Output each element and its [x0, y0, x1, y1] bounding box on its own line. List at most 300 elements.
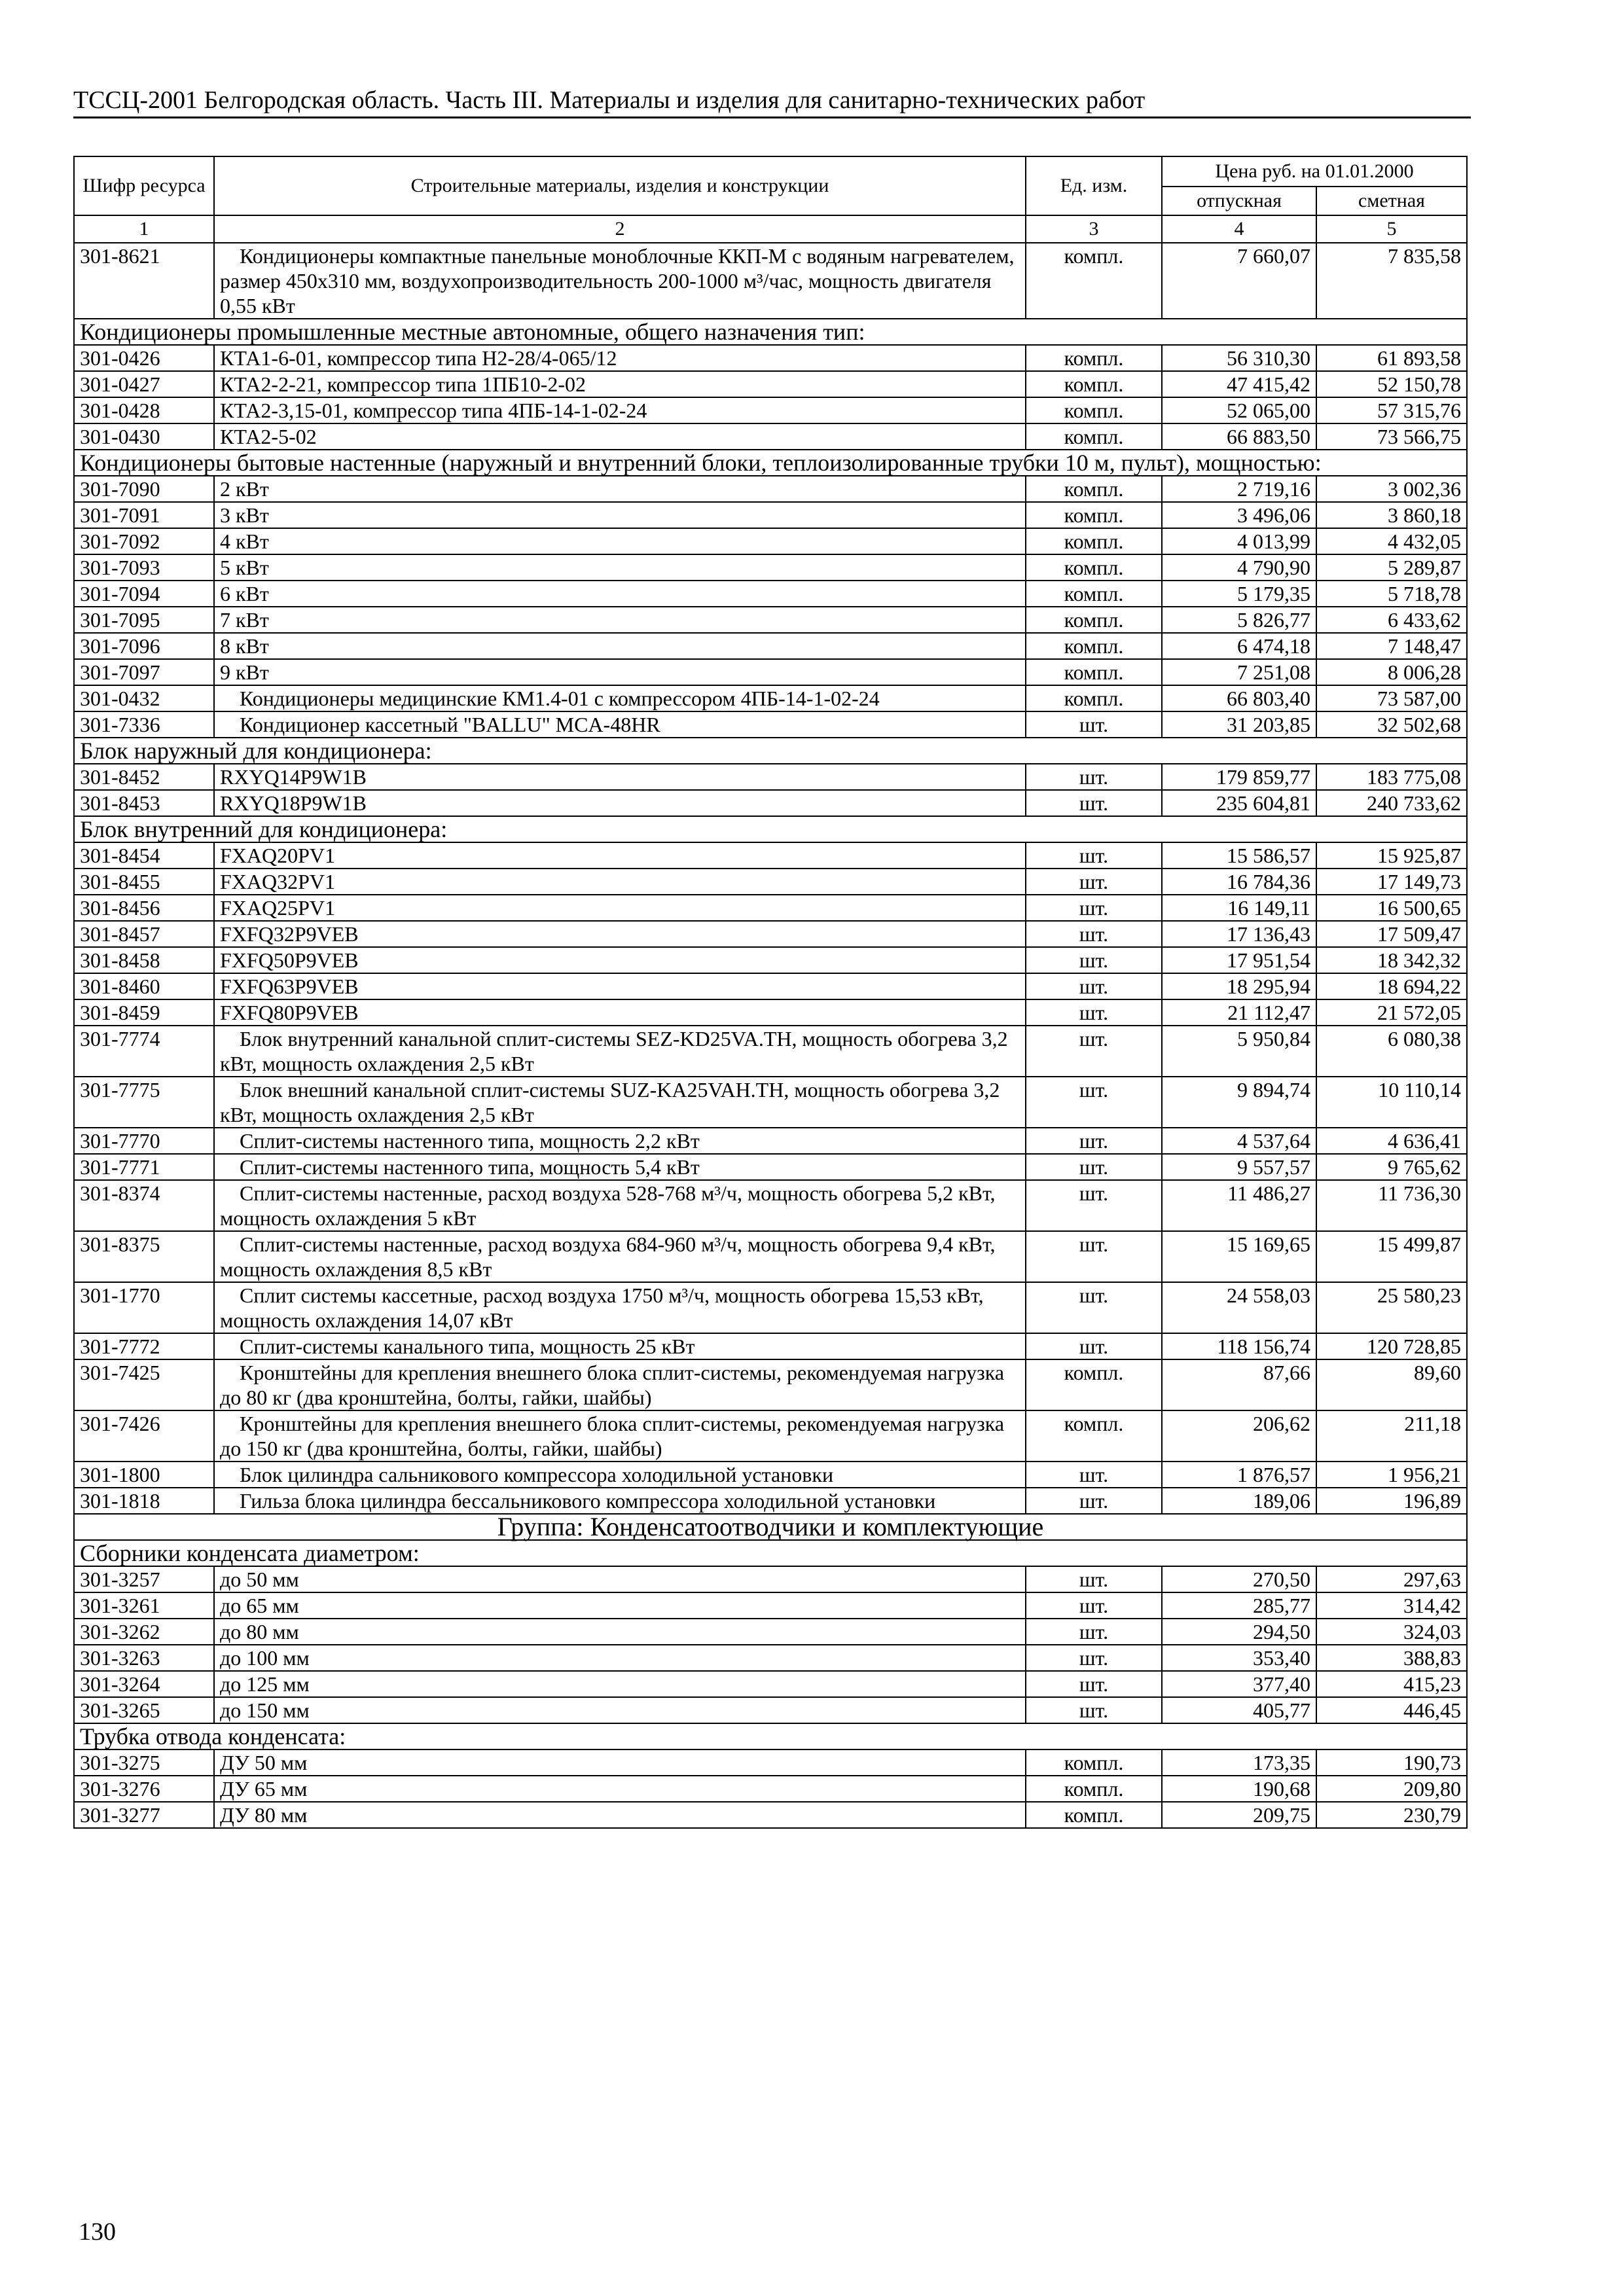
resource-code-cell: 301-3276 — [74, 1776, 214, 1802]
release-price-cell: 31 203,85 — [1162, 711, 1316, 738]
estimate-price-cell: 190,73 — [1316, 1749, 1467, 1776]
table-row — [74, 895, 1467, 921]
column-header-name: Строительные материалы, изделия и конструкции — [214, 156, 1026, 215]
unit-cell: компл. — [1026, 659, 1162, 685]
unit-cell: шт. — [1026, 895, 1162, 921]
table-row — [74, 1231, 1467, 1282]
release-price-cell: 270,50 — [1162, 1566, 1316, 1592]
material-name-cell: Кондиционеры компактные панельные моноблочные ККП-М с водяным нагревателем, размер 450х310 мм, воздухопроизводительность 200-1000 м³/час, мощность двигателя 0,55 кВт — [214, 243, 1026, 319]
resource-code-cell: 301-0426 — [74, 345, 214, 371]
release-price-cell: 6 474,18 — [1162, 633, 1316, 659]
release-price-cell: 56 310,30 — [1162, 345, 1316, 371]
material-name-cell: до 150 мм — [214, 1697, 1026, 1723]
table-row — [74, 659, 1467, 685]
release-price-cell: 7 660,07 — [1162, 243, 1316, 319]
estimate-price-cell: 5 718,78 — [1316, 581, 1467, 607]
table-row — [74, 1128, 1467, 1154]
release-price-cell: 18 295,94 — [1162, 973, 1316, 999]
resource-code-cell: 301-7094 — [74, 581, 214, 607]
estimate-price-cell: 6 433,62 — [1316, 607, 1467, 633]
unit-cell: шт. — [1026, 869, 1162, 895]
material-name-cell: Блок внутренний канальной сплит-системы SEZ-KD25VA.TH, мощность обогрева 3,2 кВт, мощность охлаждения 2,5 кВт — [214, 1026, 1026, 1077]
unit-cell: шт. — [1026, 1154, 1162, 1180]
table-row — [74, 423, 1467, 450]
material-name-cell: FXFQ50P9VEB — [214, 947, 1026, 973]
table-row — [74, 947, 1467, 973]
resource-code-cell: 301-8459 — [74, 999, 214, 1026]
section-header-row — [74, 1723, 1467, 1749]
material-name-cell: КТА2-5-02 — [214, 423, 1026, 450]
resource-code-cell: 301-3275 — [74, 1749, 214, 1776]
release-price-cell: 235 604,81 — [1162, 790, 1316, 816]
table-row — [74, 1026, 1467, 1077]
table-row — [74, 999, 1467, 1026]
material-name-cell: до 50 мм — [214, 1566, 1026, 1592]
unit-cell: шт. — [1026, 764, 1162, 790]
estimate-price-cell: 73 587,00 — [1316, 685, 1467, 711]
estimate-price-cell: 120 728,85 — [1316, 1333, 1467, 1359]
release-price-cell: 52 065,00 — [1162, 397, 1316, 423]
estimate-price-cell: 1 956,21 — [1316, 1462, 1467, 1488]
material-name-cell: до 125 мм — [214, 1671, 1026, 1697]
resource-code-cell: 301-0427 — [74, 371, 214, 397]
material-name-cell: КТА1-6-01, компрессор типа Н2-28/4-065/12 — [214, 345, 1026, 371]
unit-cell: компл. — [1026, 607, 1162, 633]
resource-code-cell: 301-7425 — [74, 1359, 214, 1410]
table-row — [74, 1333, 1467, 1359]
material-name-cell: до 100 мм — [214, 1645, 1026, 1671]
material-name-cell: 3 кВт — [214, 502, 1026, 528]
section-header-row — [74, 1540, 1467, 1566]
release-price-cell: 353,40 — [1162, 1645, 1316, 1671]
release-price-cell: 66 803,40 — [1162, 685, 1316, 711]
material-name-cell: Сплит-системы настенного типа, мощность 5,4 кВт — [214, 1154, 1026, 1180]
estimate-price-cell: 196,89 — [1316, 1488, 1467, 1514]
resource-code-cell: 301-1770 — [74, 1282, 214, 1333]
estimate-price-cell: 32 502,68 — [1316, 711, 1467, 738]
column-number: 5 — [1316, 215, 1467, 243]
section-header-row — [74, 816, 1467, 842]
table-row — [74, 1359, 1467, 1410]
estimate-price-cell: 446,45 — [1316, 1697, 1467, 1723]
table-row — [74, 371, 1467, 397]
estimate-price-cell: 183 775,08 — [1316, 764, 1467, 790]
table-row — [74, 1180, 1467, 1231]
estimate-price-cell: 211,18 — [1316, 1410, 1467, 1462]
section-title: Трубка отвода конденсата: — [74, 1723, 1467, 1749]
estimate-price-cell: 61 893,58 — [1316, 345, 1467, 371]
material-name-cell: ДУ 50 мм — [214, 1749, 1026, 1776]
column-number: 2 — [214, 215, 1026, 243]
material-name-cell: 5 кВт — [214, 554, 1026, 581]
release-price-cell: 3 496,06 — [1162, 502, 1316, 528]
document-header: ТССЦ-2001 Белгородская область. Часть III. Материалы и изделия для санитарно-технических работ — [73, 86, 1146, 114]
release-price-cell: 173,35 — [1162, 1749, 1316, 1776]
table-row — [74, 243, 1467, 319]
unit-cell: компл. — [1026, 1776, 1162, 1802]
material-name-cell: 2 кВт — [214, 476, 1026, 502]
estimate-price-cell: 297,63 — [1316, 1566, 1467, 1592]
release-price-cell: 5 826,77 — [1162, 607, 1316, 633]
estimate-price-cell: 314,42 — [1316, 1592, 1467, 1619]
estimate-price-cell: 388,83 — [1316, 1645, 1467, 1671]
unit-cell: компл. — [1026, 1359, 1162, 1410]
resource-code-cell: 301-7090 — [74, 476, 214, 502]
table-row — [74, 1802, 1467, 1828]
resource-code-cell: 301-3257 — [74, 1566, 214, 1592]
release-price-cell: 5 950,84 — [1162, 1026, 1316, 1077]
unit-cell: компл. — [1026, 371, 1162, 397]
estimate-price-cell: 89,60 — [1316, 1359, 1467, 1410]
column-header-unit: Ед. изм. — [1026, 156, 1162, 215]
column-header-estimate-price: сметная — [1316, 187, 1467, 215]
table-row — [74, 1645, 1467, 1671]
resource-code-cell: 301-3263 — [74, 1645, 214, 1671]
unit-cell: шт. — [1026, 1282, 1162, 1333]
table-row — [74, 869, 1467, 895]
release-price-cell: 189,06 — [1162, 1488, 1316, 1514]
release-price-cell: 118 156,74 — [1162, 1333, 1316, 1359]
unit-cell: шт. — [1026, 1462, 1162, 1488]
table-row — [74, 921, 1467, 947]
material-name-cell: до 80 мм — [214, 1619, 1026, 1645]
resource-code-cell: 301-7095 — [74, 607, 214, 633]
material-name-cell: 7 кВт — [214, 607, 1026, 633]
table-row — [74, 711, 1467, 738]
resource-code-cell: 301-0432 — [74, 685, 214, 711]
unit-cell: шт. — [1026, 1671, 1162, 1697]
unit-cell: шт. — [1026, 1619, 1162, 1645]
unit-cell: компл. — [1026, 554, 1162, 581]
material-name-cell: ДУ 65 мм — [214, 1776, 1026, 1802]
price-table — [73, 156, 1468, 1829]
resource-code-cell: 301-7092 — [74, 528, 214, 554]
release-price-cell: 190,68 — [1162, 1776, 1316, 1802]
estimate-price-cell: 17 149,73 — [1316, 869, 1467, 895]
estimate-price-cell: 230,79 — [1316, 1802, 1467, 1828]
resource-code-cell: 301-7426 — [74, 1410, 214, 1462]
material-name-cell: ДУ 80 мм — [214, 1802, 1026, 1828]
table-row — [74, 1776, 1467, 1802]
table-row — [74, 502, 1467, 528]
material-name-cell: Сплит-системы канального типа, мощность 25 кВт — [214, 1333, 1026, 1359]
resource-code-cell: 301-7772 — [74, 1333, 214, 1359]
table-row — [74, 607, 1467, 633]
unit-cell: шт. — [1026, 842, 1162, 869]
resource-code-cell: 301-8621 — [74, 243, 214, 319]
material-name-cell: 9 кВт — [214, 659, 1026, 685]
unit-cell: шт. — [1026, 1128, 1162, 1154]
column-number: 1 — [74, 215, 214, 243]
release-price-cell: 21 112,47 — [1162, 999, 1316, 1026]
material-name-cell: 8 кВт — [214, 633, 1026, 659]
estimate-price-cell: 25 580,23 — [1316, 1282, 1467, 1333]
table-row — [74, 1077, 1467, 1128]
unit-cell: компл. — [1026, 476, 1162, 502]
unit-cell: компл. — [1026, 423, 1162, 450]
table-row — [74, 1749, 1467, 1776]
material-name-cell: Сплит-системы настенные, расход воздуха 684-960 м³/ч, мощность обогрева 9,4 кВт, мощность охлаждения 8,5 кВт — [214, 1231, 1026, 1282]
section-title: Блок внутренний для кондиционера: — [74, 816, 1467, 842]
group-header-row — [74, 1514, 1467, 1540]
release-price-cell: 405,77 — [1162, 1697, 1316, 1723]
estimate-price-cell: 324,03 — [1316, 1619, 1467, 1645]
table-body — [74, 243, 1467, 1828]
table-row — [74, 1282, 1467, 1333]
release-price-cell: 17 951,54 — [1162, 947, 1316, 973]
resource-code-cell: 301-1800 — [74, 1462, 214, 1488]
material-name-cell: Гильза блока цилиндра бессальникового компрессора холодильной установки — [214, 1488, 1026, 1514]
unit-cell: шт. — [1026, 999, 1162, 1026]
resource-code-cell: 301-3265 — [74, 1697, 214, 1723]
unit-cell: шт. — [1026, 1566, 1162, 1592]
material-name-cell: Сплит-системы настенного типа, мощность 2,2 кВт — [214, 1128, 1026, 1154]
section-title: Сборники конденсата диаметром: — [74, 1540, 1467, 1566]
release-price-cell: 285,77 — [1162, 1592, 1316, 1619]
estimate-price-cell: 4 432,05 — [1316, 528, 1467, 554]
section-header-row — [74, 450, 1467, 476]
unit-cell: компл. — [1026, 528, 1162, 554]
estimate-price-cell: 10 110,14 — [1316, 1077, 1467, 1128]
material-name-cell: Сплит-системы настенные, расход воздуха 528-768 м³/ч, мощность обогрева 5,2 кВт, мощность охлаждения 5 кВт — [214, 1180, 1026, 1231]
estimate-price-cell: 16 500,65 — [1316, 895, 1467, 921]
material-name-cell: Блок цилиндра сальникового компрессора холодильной установки — [214, 1462, 1026, 1488]
material-name-cell: RXYQ18P9W1B — [214, 790, 1026, 816]
section-header-row — [74, 319, 1467, 345]
release-price-cell: 16 149,11 — [1162, 895, 1316, 921]
material-name-cell: FXAQ20PV1 — [214, 842, 1026, 869]
estimate-price-cell: 7 835,58 — [1316, 243, 1467, 319]
unit-cell: шт. — [1026, 711, 1162, 738]
release-price-cell: 206,62 — [1162, 1410, 1316, 1462]
resource-code-cell: 301-7775 — [74, 1077, 214, 1128]
column-header-price: Цена руб. на 01.01.2000 — [1162, 156, 1467, 187]
unit-cell: компл. — [1026, 581, 1162, 607]
material-name-cell: до 65 мм — [214, 1592, 1026, 1619]
resource-code-cell: 301-8374 — [74, 1180, 214, 1231]
table-row — [74, 633, 1467, 659]
resource-code-cell: 301-7093 — [74, 554, 214, 581]
resource-code-cell: 301-7774 — [74, 1026, 214, 1077]
release-price-cell: 9 557,57 — [1162, 1154, 1316, 1180]
material-name-cell: Кронштейны для крепления внешнего блока сплит-системы, рекомендуемая нагрузка до 80 кг (два кронштейна, болты, гайки, шайбы) — [214, 1359, 1026, 1410]
material-name-cell: Сплит системы кассетные, расход воздуха 1750 м³/ч, мощность обогрева 15,53 кВт, мощность охлаждения 14,07 кВт — [214, 1282, 1026, 1333]
column-header-code: Шифр ресурса — [74, 156, 214, 215]
estimate-price-cell: 7 148,47 — [1316, 633, 1467, 659]
unit-cell: шт. — [1026, 790, 1162, 816]
unit-cell: компл. — [1026, 502, 1162, 528]
material-name-cell: FXAQ25PV1 — [214, 895, 1026, 921]
release-price-cell: 179 859,77 — [1162, 764, 1316, 790]
unit-cell: компл. — [1026, 397, 1162, 423]
table-row — [74, 1462, 1467, 1488]
table-row — [74, 554, 1467, 581]
unit-cell: шт. — [1026, 1333, 1162, 1359]
unit-cell: шт. — [1026, 1592, 1162, 1619]
material-name-cell: FXFQ32P9VEB — [214, 921, 1026, 947]
section-header-row — [74, 738, 1467, 764]
release-price-cell: 16 784,36 — [1162, 869, 1316, 895]
table-row — [74, 528, 1467, 554]
release-price-cell: 24 558,03 — [1162, 1282, 1316, 1333]
resource-code-cell: 301-8457 — [74, 921, 214, 947]
resource-code-cell: 301-0428 — [74, 397, 214, 423]
estimate-price-cell: 17 509,47 — [1316, 921, 1467, 947]
release-price-cell: 9 894,74 — [1162, 1077, 1316, 1128]
estimate-price-cell: 6 080,38 — [1316, 1026, 1467, 1077]
estimate-price-cell: 3 860,18 — [1316, 502, 1467, 528]
material-name-cell: КТА2-2-21, компрессор типа 1ПБ10-2-02 — [214, 371, 1026, 397]
section-title: Блок наружный для кондиционера: — [74, 738, 1467, 764]
resource-code-cell: 301-3262 — [74, 1619, 214, 1645]
estimate-price-cell: 240 733,62 — [1316, 790, 1467, 816]
estimate-price-cell: 15 499,87 — [1316, 1231, 1467, 1282]
table-row — [74, 842, 1467, 869]
estimate-price-cell: 57 315,76 — [1316, 397, 1467, 423]
estimate-price-cell: 209,80 — [1316, 1776, 1467, 1802]
table-row — [74, 1566, 1467, 1592]
table-row — [74, 1410, 1467, 1462]
estimate-price-cell: 15 925,87 — [1316, 842, 1467, 869]
resource-code-cell: 301-7096 — [74, 633, 214, 659]
material-name-cell: КТА2-3,15-01, компрессор типа 4ПБ-14-1-02-24 — [214, 397, 1026, 423]
unit-cell: компл. — [1026, 1410, 1162, 1462]
release-price-cell: 4 790,90 — [1162, 554, 1316, 581]
estimate-price-cell: 52 150,78 — [1316, 371, 1467, 397]
release-price-cell: 1 876,57 — [1162, 1462, 1316, 1488]
column-header-release-price: отпускная — [1162, 187, 1316, 215]
unit-cell: шт. — [1026, 921, 1162, 947]
table-row — [74, 476, 1467, 502]
material-name-cell: Кронштейны для крепления внешнего блока сплит-системы, рекомендуемая нагрузка до 150 кг (два кронштейна, болты, гайки, шайбы) — [214, 1410, 1026, 1462]
resource-code-cell: 301-1818 — [74, 1488, 214, 1514]
release-price-cell: 87,66 — [1162, 1359, 1316, 1410]
release-price-cell: 5 179,35 — [1162, 581, 1316, 607]
estimate-price-cell: 21 572,05 — [1316, 999, 1467, 1026]
section-title: Кондиционеры бытовые настенные (наружный и внутренний блоки, теплоизолированные трубки 10 м, пульт), мощностью: — [74, 450, 1467, 476]
table-row — [74, 1154, 1467, 1180]
release-price-cell: 15 169,65 — [1162, 1231, 1316, 1282]
unit-cell: шт. — [1026, 973, 1162, 999]
resource-code-cell: 301-8456 — [74, 895, 214, 921]
unit-cell: компл. — [1026, 1749, 1162, 1776]
release-price-cell: 377,40 — [1162, 1671, 1316, 1697]
release-price-cell: 209,75 — [1162, 1802, 1316, 1828]
material-name-cell: 6 кВт — [214, 581, 1026, 607]
release-price-cell: 15 586,57 — [1162, 842, 1316, 869]
unit-cell: шт. — [1026, 1645, 1162, 1671]
resource-code-cell: 301-3264 — [74, 1671, 214, 1697]
estimate-price-cell: 11 736,30 — [1316, 1180, 1467, 1231]
material-name-cell: RXYQ14P9W1B — [214, 764, 1026, 790]
table-row — [74, 581, 1467, 607]
resource-code-cell: 301-7336 — [74, 711, 214, 738]
table-row — [74, 397, 1467, 423]
table-row — [74, 1488, 1467, 1514]
unit-cell: компл. — [1026, 633, 1162, 659]
unit-cell: шт. — [1026, 1697, 1162, 1723]
release-price-cell: 66 883,50 — [1162, 423, 1316, 450]
resource-code-cell: 301-0430 — [74, 423, 214, 450]
estimate-price-cell: 18 694,22 — [1316, 973, 1467, 999]
resource-code-cell: 301-8458 — [74, 947, 214, 973]
unit-cell: шт. — [1026, 1077, 1162, 1128]
resource-code-cell: 301-8454 — [74, 842, 214, 869]
material-name-cell: Блок внешний канальной сплит-системы SUZ-KA25VAH.TH, мощность обогрева 3,2 кВт, мощность охлаждения 2,5 кВт — [214, 1077, 1026, 1128]
material-name-cell: FXFQ63P9VEB — [214, 973, 1026, 999]
table-row — [74, 973, 1467, 999]
unit-cell: шт. — [1026, 1488, 1162, 1514]
resource-code-cell: 301-7097 — [74, 659, 214, 685]
material-name-cell: FXAQ32PV1 — [214, 869, 1026, 895]
material-name-cell: 4 кВт — [214, 528, 1026, 554]
unit-cell: шт. — [1026, 1026, 1162, 1077]
release-price-cell: 11 486,27 — [1162, 1180, 1316, 1231]
estimate-price-cell: 415,23 — [1316, 1671, 1467, 1697]
resource-code-cell: 301-8453 — [74, 790, 214, 816]
estimate-price-cell: 18 342,32 — [1316, 947, 1467, 973]
table-row — [74, 1671, 1467, 1697]
release-price-cell: 7 251,08 — [1162, 659, 1316, 685]
resource-code-cell: 301-8452 — [74, 764, 214, 790]
header-divider — [73, 117, 1471, 118]
material-name-cell: FXFQ80P9VEB — [214, 999, 1026, 1026]
unit-cell: компл. — [1026, 243, 1162, 319]
resource-code-cell: 301-7091 — [74, 502, 214, 528]
unit-cell: компл. — [1026, 1802, 1162, 1828]
resource-code-cell: 301-8460 — [74, 973, 214, 999]
unit-cell: шт. — [1026, 1231, 1162, 1282]
estimate-price-cell: 8 006,28 — [1316, 659, 1467, 685]
release-price-cell: 47 415,42 — [1162, 371, 1316, 397]
unit-cell: компл. — [1026, 345, 1162, 371]
estimate-price-cell: 4 636,41 — [1316, 1128, 1467, 1154]
resource-code-cell: 301-8455 — [74, 869, 214, 895]
column-number: 4 — [1162, 215, 1316, 243]
table-row — [74, 790, 1467, 816]
table-row — [74, 1619, 1467, 1645]
table-row — [74, 345, 1467, 371]
column-number: 3 — [1026, 215, 1162, 243]
table-row — [74, 685, 1467, 711]
table-header — [74, 156, 1467, 243]
table-row — [74, 764, 1467, 790]
unit-cell: шт. — [1026, 1180, 1162, 1231]
page-number: 130 — [79, 2218, 116, 2246]
unit-cell: компл. — [1026, 685, 1162, 711]
release-price-cell: 4 013,99 — [1162, 528, 1316, 554]
material-name-cell: Кондиционеры медицинские КМ1.4-01 с компрессором 4ПБ-14-1-02-24 — [214, 685, 1026, 711]
estimate-price-cell: 73 566,75 — [1316, 423, 1467, 450]
resource-code-cell: 301-7771 — [74, 1154, 214, 1180]
resource-code-cell: 301-8375 — [74, 1231, 214, 1282]
estimate-price-cell: 3 002,36 — [1316, 476, 1467, 502]
release-price-cell: 294,50 — [1162, 1619, 1316, 1645]
unit-cell: шт. — [1026, 947, 1162, 973]
release-price-cell: 2 719,16 — [1162, 476, 1316, 502]
estimate-price-cell: 9 765,62 — [1316, 1154, 1467, 1180]
resource-code-cell: 301-7770 — [74, 1128, 214, 1154]
material-name-cell: Кондиционер кассетный "BALLU" MCA-48HR — [214, 711, 1026, 738]
section-title: Кондиционеры промышленные местные автономные, общего назначения тип: — [74, 319, 1467, 345]
resource-code-cell: 301-3261 — [74, 1592, 214, 1619]
estimate-price-cell: 5 289,87 — [1316, 554, 1467, 581]
table-row — [74, 1697, 1467, 1723]
release-price-cell: 17 136,43 — [1162, 921, 1316, 947]
resource-code-cell: 301-3277 — [74, 1802, 214, 1828]
table-row — [74, 1592, 1467, 1619]
group-title: Группа: Конденсатоотводчики и комплектующие — [74, 1514, 1467, 1540]
